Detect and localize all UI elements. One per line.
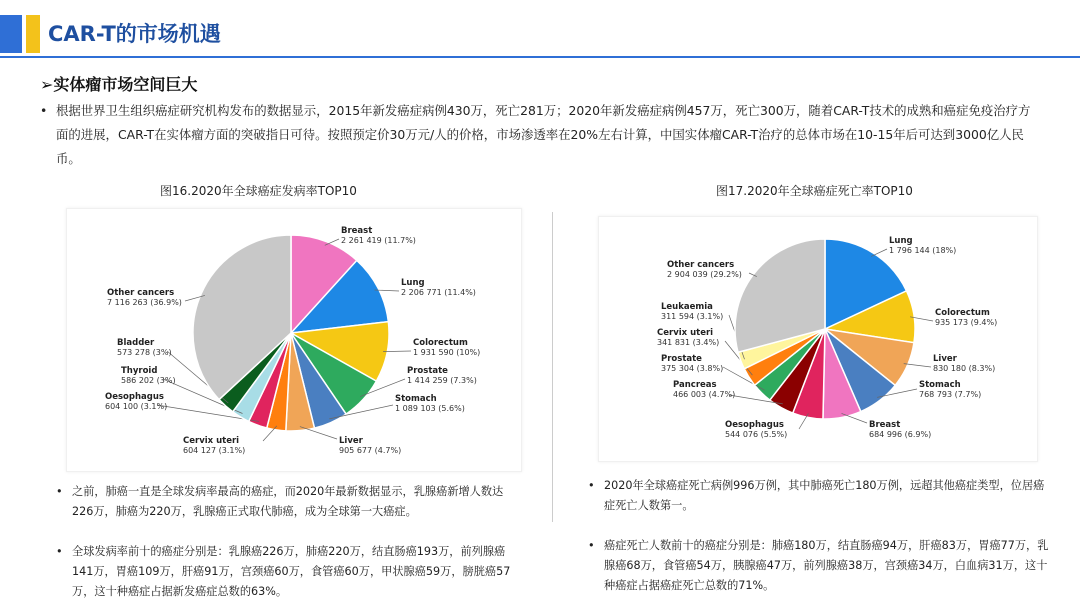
slice-value-cervix-uteri: 604 127 (3.1%) <box>183 446 246 455</box>
slice-name-lung: Lung <box>889 236 913 246</box>
slice-name-cervix-uteri: Cervix uteri <box>183 436 240 446</box>
header-accent-yellow <box>26 15 40 53</box>
slice-name-other-cancers: Other cancers <box>107 288 175 298</box>
left-chart-caption: 图16.2020年全球癌症发病率TOP10 <box>160 184 357 198</box>
slice-value-other-cancers: 7 116 263 (36.9%) <box>107 298 182 307</box>
left-bullet-1 <box>56 482 518 522</box>
right-chart-caption: 图17.2020年全球癌症死亡率TOP10 <box>716 184 913 198</box>
slice-name-oesophagus: Oesophagus <box>105 392 164 402</box>
slice-name-stomach: Stomach <box>919 380 961 390</box>
slice-value-lung: 2 206 771 (11.4%) <box>401 288 476 297</box>
bullet-dot: • <box>56 545 63 558</box>
slice-value-colorectum: 1 931 590 (10%) <box>413 348 481 357</box>
right-bullet-2 <box>588 536 1050 596</box>
slice-value-breast: 684 996 (6.9%) <box>869 430 932 439</box>
slice-name-breast: Breast <box>341 226 373 236</box>
slice-value-liver: 905 677 (4.7%) <box>339 446 402 455</box>
intro-paragraph <box>40 99 1040 171</box>
header-accent-blue <box>0 15 22 53</box>
bullet-dot: • <box>40 103 48 118</box>
slice-value-breast: 2 261 419 (11.7%) <box>341 236 416 245</box>
intro-text: 根据世界卫生组织癌症研究机构发布的数据显示，2015年新发癌症病例430万，死亡281万；2020年新发癌症病例457万，死亡300万，随着CAR-T技术的成熟和癌症免疫治疗方面的进展，CAR-T在实体瘤方面的突破指日可待。按照预定价30万元/人的价格，市场渗透率在20%左右计算，中国实体瘤CAR-T治疗的总体市场在10-15年后可达到3000亿人民币。 <box>56 103 1031 166</box>
slice-name-leukaemia: Leukaemia <box>661 302 713 312</box>
slice-name-stomach: Stomach <box>395 394 437 404</box>
mortality-chart-panel <box>598 216 1038 462</box>
slice-name-pancreas: Pancreas <box>673 380 717 390</box>
slice-value-colorectum: 935 173 (9.4%) <box>935 318 998 327</box>
slice-name-oesophagus: Oesophagus <box>725 420 784 430</box>
page-title: CAR-T的市场机遇 <box>48 22 221 46</box>
bullet-dot: • <box>56 485 63 498</box>
header-divider <box>0 56 1080 58</box>
slice-name-prostate: Prostate <box>661 354 702 364</box>
slice-value-liver: 830 180 (8.3%) <box>933 364 996 373</box>
slice-name-breast: Breast <box>869 420 901 430</box>
slice-value-oesophagus: 604 100 (3.1%) <box>105 402 168 411</box>
slice-value-stomach: 1 089 103 (5.6%) <box>395 404 465 413</box>
slice-value-other-cancers: 2 904 039 (29.2%) <box>667 270 742 279</box>
slice-name-bladder: Bladder <box>117 338 155 348</box>
incidence-pie-chart <box>67 209 521 471</box>
bullet-text: 2020年全球癌症死亡病例996万例，其中肺癌死亡180万例，远超其他癌症类型，位居癌症死亡人数第一。 <box>604 479 1045 512</box>
slice-name-lung: Lung <box>401 278 425 288</box>
slice-value-cervix-uteri: 341 831 (3.4%) <box>657 338 720 347</box>
bullet-text: 全球发病率前十的癌症分别是：乳腺癌226万，肺癌220万，结直肠癌193万，前列腺癌141万，胃癌109万，肝癌91万，宫颈癌60万，食管癌60万，甲状腺癌59万，膀胱癌57万，这十种癌症占据新发癌症总数的63%。 <box>72 545 511 598</box>
bullet-text: 之前，肺癌一直是全球发病率最高的癌症，而2020年最新数据显示，乳腺癌新增人数达226万，肺癌为220万，乳腺癌正式取代肺癌，成为全球第一大癌症。 <box>72 485 504 518</box>
slice-name-liver: Liver <box>339 436 363 446</box>
bullet-dot: • <box>588 539 595 552</box>
slice-value-prostate: 1 414 259 (7.3%) <box>407 376 477 385</box>
incidence-chart-panel <box>66 208 522 472</box>
slice-name-colorectum: Colorectum <box>935 308 990 318</box>
slice-value-stomach: 768 793 (7.7%) <box>919 390 982 399</box>
left-bullet-2 <box>56 542 518 602</box>
section-title: ➢实体瘤市场空间巨大 <box>40 75 198 94</box>
right-bullet-1 <box>588 476 1050 516</box>
slice-name-thyroid: Thyroid <box>121 366 158 376</box>
slice-value-thyroid: 586 202 (3%) <box>121 376 176 385</box>
slice-value-oesophagus: 544 076 (5.5%) <box>725 430 788 439</box>
slice-value-bladder: 573 278 (3%) <box>117 348 172 357</box>
mortality-pie-chart <box>599 217 1037 461</box>
bullet-dot: • <box>588 479 595 492</box>
leader-line-liver <box>300 427 337 439</box>
slice-value-pancreas: 466 003 (4.7%) <box>673 390 736 399</box>
slice-value-lung: 1 796 144 (18%) <box>889 246 957 255</box>
slice-name-colorectum: Colorectum <box>413 338 468 348</box>
column-divider <box>552 212 553 522</box>
slice-name-liver: Liver <box>933 354 957 364</box>
slice-value-leukaemia: 311 594 (3.1%) <box>661 312 724 321</box>
slice-value-prostate: 375 304 (3.8%) <box>661 364 724 373</box>
bullet-text: 癌症死亡人数前十的癌症分别是：肺癌180万，结直肠癌94万，肝癌83万，胃癌77万，乳腺癌68万，食管癌54万，胰腺癌47万，前列腺癌38万，宫颈癌34万，白血病31万，这十种癌症占据癌症死亡总数的71%。 <box>604 539 1049 592</box>
slice-name-other-cancers: Other cancers <box>667 260 735 270</box>
slice-name-prostate: Prostate <box>407 366 448 376</box>
slice-name-cervix-uteri: Cervix uteri <box>657 328 714 338</box>
